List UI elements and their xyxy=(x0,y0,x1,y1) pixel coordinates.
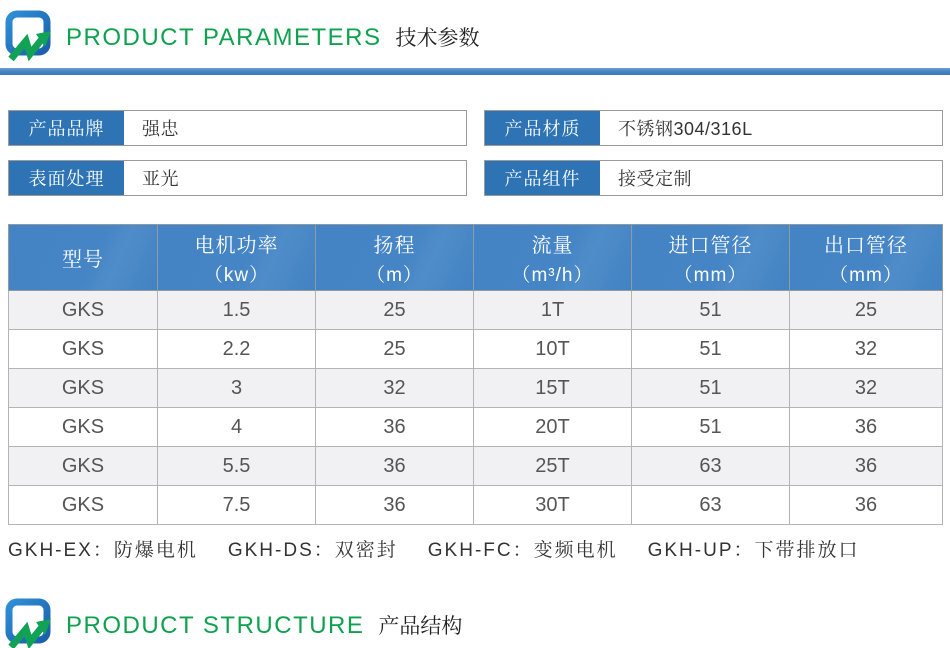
spec-col-header: 电机功率 （kw） xyxy=(158,225,316,291)
field-brand xyxy=(8,110,467,146)
table-cell: 25 xyxy=(316,330,474,369)
table-cell: 36 xyxy=(316,447,474,486)
product-fields xyxy=(8,110,943,196)
divider-rule-top xyxy=(0,68,950,75)
table-cell: 36 xyxy=(790,447,943,486)
spec-col-header: 流量 （m³/h） xyxy=(474,225,632,291)
table-cell: 32 xyxy=(316,369,474,408)
table-cell: 36 xyxy=(790,486,943,525)
section-title-zh: 产品结构 xyxy=(378,615,463,638)
field-surface-value: 亚光 xyxy=(142,169,179,189)
table-row xyxy=(9,486,943,525)
table-cell: GKS xyxy=(9,486,158,525)
table-cell: 51 xyxy=(632,369,790,408)
table-cell: 1T xyxy=(474,291,632,330)
model-note-item: GKH-DS：双密封 xyxy=(227,540,398,561)
table-cell: 51 xyxy=(632,291,790,330)
field-surface-label: 表面处理 xyxy=(9,161,124,195)
table-cell: 51 xyxy=(632,408,790,447)
table-cell: 32 xyxy=(790,330,943,369)
table-row xyxy=(9,330,943,369)
model-note-item: GKH-FC：变频电机 xyxy=(427,540,618,561)
field-material-value: 不锈钢304/316L xyxy=(618,119,753,139)
table-cell: GKS xyxy=(9,369,158,408)
table-cell: GKS xyxy=(9,447,158,486)
brand-logo-icon xyxy=(5,10,55,64)
table-cell: 30T xyxy=(474,486,632,525)
field-components-label: 产品组件 xyxy=(485,161,600,195)
table-cell: 25T xyxy=(474,447,632,486)
table-cell: 10T xyxy=(474,330,632,369)
table-cell: 25 xyxy=(316,291,474,330)
field-components-value: 接受定制 xyxy=(618,169,692,189)
model-note-item: GKH-EX：防爆电机 xyxy=(8,540,198,561)
table-cell: GKS xyxy=(9,291,158,330)
field-brand-label: 产品品牌 xyxy=(9,111,124,145)
table-cell: 2.2 xyxy=(158,330,316,369)
spec-col-header: 型号 xyxy=(9,225,158,291)
table-cell: 63 xyxy=(632,486,790,525)
spec-col-header: 进口管径 （mm） xyxy=(632,225,790,291)
field-components xyxy=(484,160,943,196)
table-row xyxy=(9,447,943,486)
table-cell: 32 xyxy=(790,369,943,408)
spec-col-header: 出口管径 （mm） xyxy=(790,225,943,291)
table-cell: 15T xyxy=(474,369,632,408)
table-row xyxy=(9,369,943,408)
section-header-parameters xyxy=(0,0,950,67)
field-material-label: 产品材质 xyxy=(485,111,600,145)
table-cell: 1.5 xyxy=(158,291,316,330)
table-cell: 63 xyxy=(632,447,790,486)
spec-table-header-row xyxy=(9,225,943,291)
section-header-structure xyxy=(0,588,950,648)
table-cell: 5.5 xyxy=(158,447,316,486)
table-cell: GKS xyxy=(9,330,158,369)
spec-table xyxy=(8,224,943,525)
table-cell: 36 xyxy=(316,408,474,447)
table-cell: 4 xyxy=(158,408,316,447)
table-cell: 51 xyxy=(632,330,790,369)
table-cell: 36 xyxy=(316,486,474,525)
section-title-en: PRODUCT PARAMETERS xyxy=(66,24,382,51)
table-cell: 36 xyxy=(790,408,943,447)
model-note-item: GKH-UP：下带排放口 xyxy=(647,540,860,561)
model-note xyxy=(8,535,942,562)
table-cell: 3 xyxy=(158,369,316,408)
table-cell: 7.5 xyxy=(158,486,316,525)
table-row xyxy=(9,291,943,330)
brand-logo-icon xyxy=(5,598,55,648)
section-title-en: PRODUCT STRUCTURE xyxy=(66,612,365,639)
table-row xyxy=(9,408,943,447)
table-cell: 20T xyxy=(474,408,632,447)
field-brand-value: 强忠 xyxy=(142,119,179,139)
section-title-zh: 技术参数 xyxy=(395,27,480,50)
field-material xyxy=(484,110,943,146)
spec-col-header: 扬程 （m） xyxy=(316,225,474,291)
table-cell: 25 xyxy=(790,291,943,330)
field-surface xyxy=(8,160,467,196)
table-cell: GKS xyxy=(9,408,158,447)
